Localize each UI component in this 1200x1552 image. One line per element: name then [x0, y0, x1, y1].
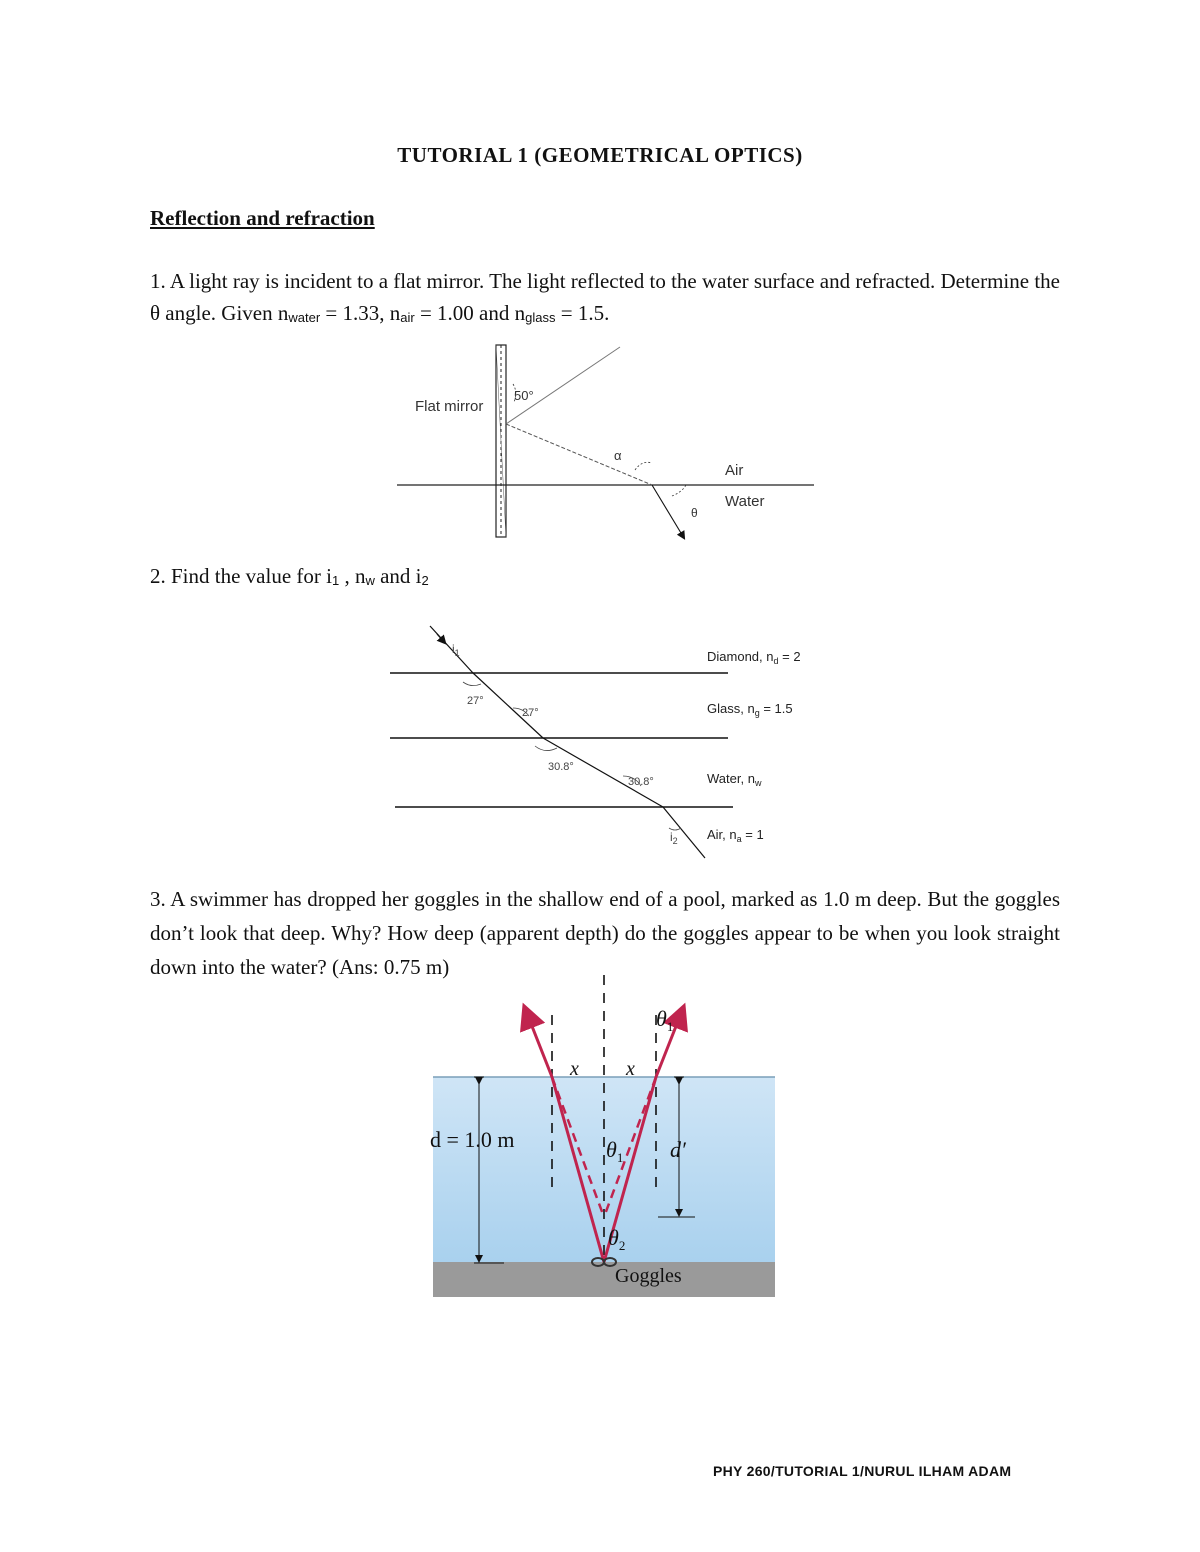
- theta-label: θ: [691, 506, 698, 520]
- x-left-label: x: [570, 1058, 579, 1080]
- i2-label: $i_2$: [670, 830, 678, 846]
- flat-mirror-label: Flat mirror: [415, 398, 484, 415]
- question-3-text: 3. A swimmer has dropped her goggles in the shallow end of a pool, marked as 1.0 m deep. But the goggles don’t look that deep. Why? How deep (apparent depth) do the goggles appear to be when you look straight down into the water? (Ans: 0.75 m): [150, 887, 1060, 979]
- angle-30-8-left: 30.8°: [548, 761, 574, 773]
- multilayer-refraction-figure: [385, 618, 815, 868]
- angle-27-right: 27°: [522, 707, 539, 719]
- air-label: Air: [725, 462, 744, 479]
- page-footer: PHY 260/TUTORIAL 1/NURUL ILHAM ADAM: [713, 1463, 1012, 1479]
- theta1-mid-label: $\theta_1$: [606, 1137, 624, 1165]
- goggles-label: Goggles: [615, 1265, 682, 1287]
- diamond-label: Diamond, $n_d = 2$: [707, 649, 801, 666]
- question-2-text: 2. Find the value for $i_1$ , $n_w$ and $i_2$: [150, 564, 429, 588]
- angle-50-label: 50°: [514, 388, 534, 403]
- refracted-ray: [652, 485, 684, 538]
- x-right-label: x: [626, 1058, 635, 1080]
- water-label: Water: [725, 493, 765, 510]
- apparent-depth-figure: [430, 975, 780, 1300]
- alpha-label: α: [614, 448, 622, 463]
- incident-ray: [506, 347, 620, 424]
- question-1-text: 1. A light ray is incident to a flat mirror. The light reflected to the water surface and refracted. Determine the θ angle. Given $n_{water} = 1.33$, $n_{air} = 1.00$ and $n_{glass} = 1.5$.: [150, 269, 1060, 325]
- pool-floor: [433, 1262, 775, 1297]
- depth-label: d = 1.0 m: [430, 1127, 515, 1152]
- reflected-ray: [506, 424, 652, 485]
- theta1-top-label: $\theta_1$: [656, 1006, 674, 1034]
- mirror-refraction-figure: [390, 340, 820, 545]
- section-heading: Reflection and refraction: [150, 206, 375, 230]
- angle-30-8-right: 30.8°: [628, 776, 654, 788]
- water-label: Water, $n_w$: [707, 771, 762, 788]
- theta2-label: $\theta_2$: [608, 1225, 626, 1253]
- air-label: Air, $n_a = 1$: [707, 827, 764, 844]
- page-title: TUTORIAL 1 (GEOMETRICAL OPTICS): [397, 143, 803, 167]
- i1-label: $i_1$: [452, 642, 460, 658]
- angle-27-left: 27°: [467, 695, 484, 707]
- apparent-depth-label: d′: [670, 1137, 686, 1162]
- glass-label: Glass, $n_g = 1.5$: [707, 701, 793, 718]
